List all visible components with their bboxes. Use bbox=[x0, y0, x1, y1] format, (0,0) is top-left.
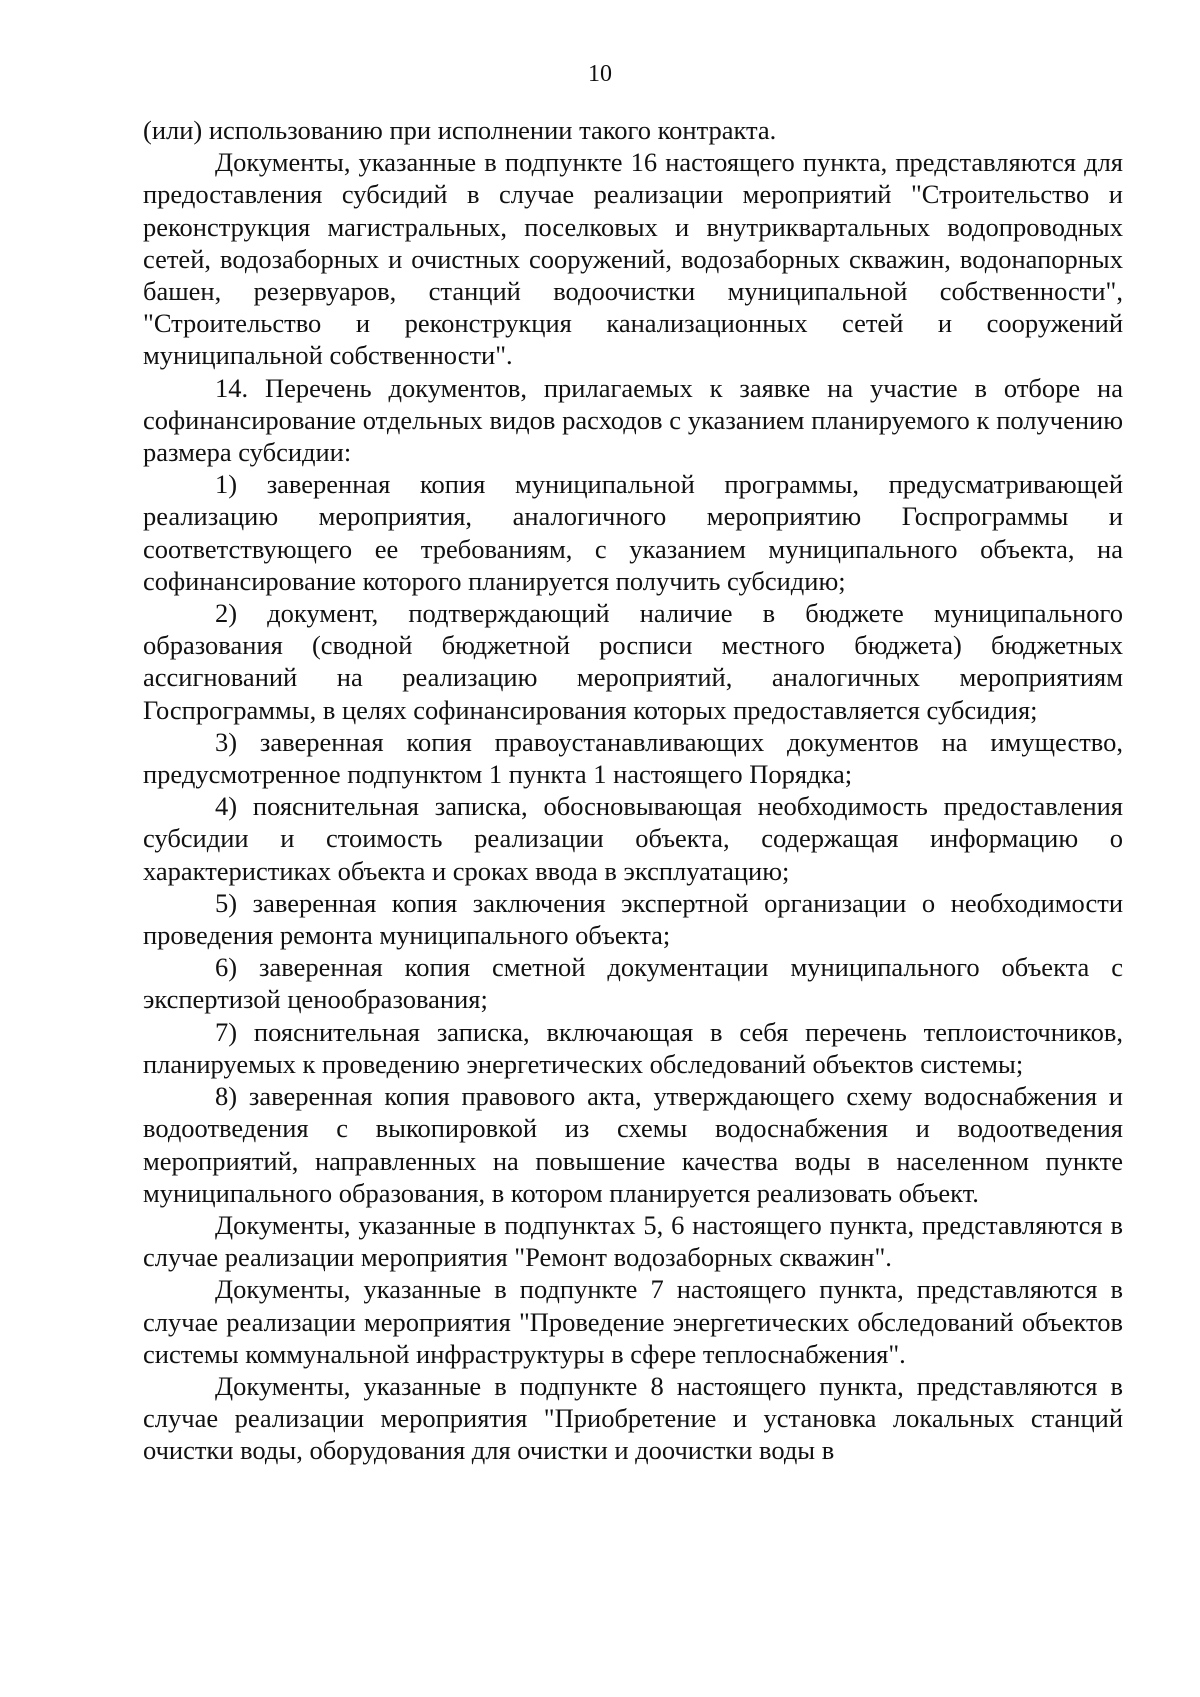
list-item-8: 8) заверенная копия правового акта, утверждающего схему водоснабжения и водоотведения с выкопировкой из схемы водоснабжения и водоотведения мероприятий, направленных на повышение качества воды в населенном пункте муниципального образования, в котором планируется реализовать объект. bbox=[143, 1081, 1123, 1208]
list-item-3: 3) заверенная копия правоустанавливающих документов на имущество, предусмотренное подпунктом 1 пункта 1 настоящего Порядка; bbox=[143, 726, 1123, 790]
paragraph-documents-subitems-5-6: Документы, указанные в подпунктах 5, 6 настоящего пункта, представляются в случае реализации мероприятия "Ремонт водозаборных скважин". bbox=[143, 1209, 1123, 1273]
list-item-7: 7) пояснительная записка, включающая в себя перечень теплоисточников, планируемых к проведению энергетических обследований объектов системы; bbox=[143, 1016, 1123, 1079]
paragraph-item-14-heading: 14. Перечень документов, прилагаемых к заявке на участие в отборе на софинансирование отдельных видов расходов с указанием планируемого к получению размера субсидии: bbox=[143, 372, 1123, 468]
paragraph-documents-subitem-7: Документы, указанные в подпункте 7 настоящего пункта, представляются в случае реализации мероприятия "Проведение энергетических обследований объектов системы коммунальной инфраструктуры в сфере теплоснабжения". bbox=[143, 1274, 1123, 1369]
paragraph-documents-subitem-8: Документы, указанные в подпункте 8 настоящего пункта, представляются в случае реализации мероприятия "Приобретение и установка локальных станций очистки воды, оборудования для очистки и доочистки воды в bbox=[143, 1370, 1123, 1466]
list-item-6: 6) заверенная копия сметной документации муниципального объекта с экспертизой ценообразования; bbox=[143, 952, 1123, 1015]
paragraph-continuation: (или) использованию при исполнении такого контракта. bbox=[143, 115, 777, 145]
list-item-2: 2) документ, подтверждающий наличие в бюджете муниципального образования (сводной бюджетной росписи местного бюджета) бюджетных ассигнований на реализацию мероприятий, аналогичных мероприятиям Госпрограммы, в целях софинансирования которых предоставляется субсидия; bbox=[143, 598, 1123, 725]
page-number: 10 bbox=[588, 61, 612, 87]
list-item-1: 1) заверенная копия муниципальной программы, предусматривающей реализацию мероприятия, аналогичного мероприятию Госпрограммы и соответствующего ее требованиям, с указанием муниципального объекта, на софинансирование которого планируется получить субсидию; bbox=[143, 469, 1123, 596]
list-item-4: 4) пояснительная записка, обосновывающая необходимость предоставления субсидии и стоимость реализации объекта, содержащая информацию о характеристиках объекта и сроках ввода в эксплуатацию; bbox=[143, 791, 1123, 886]
document-body bbox=[143, 114, 1123, 1467]
paragraph-documents-subitem-16: Документы, указанные в подпункте 16 настоящего пункта, представляются для предоставления субсидий в случае реализации мероприятий "Строительство и реконструкция магистральных, поселковых и внутриквартальных водопроводных сетей, водозаборных и очистных сооружений, водозаборных скважин, водонапорных башен, резервуаров, станций водоочистки муниципальной собственности", "Строительство и реконструкция канализационных сетей и сооружений муниципальной собственности". bbox=[143, 147, 1123, 371]
list-item-5: 5) заверенная копия заключения экспертной организации о необходимости проведения ремонта муниципального объекта; bbox=[143, 887, 1123, 951]
